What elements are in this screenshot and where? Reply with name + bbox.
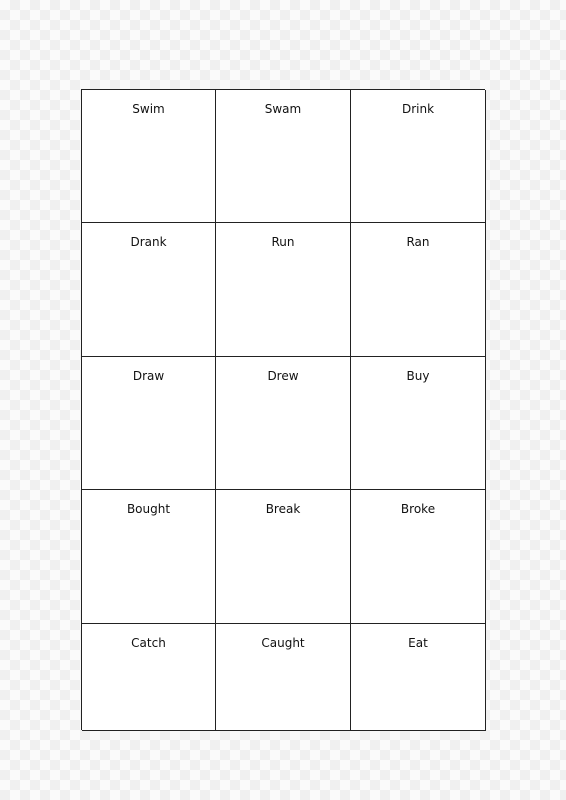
cell-label: Run [271,235,295,249]
grid-cell [351,90,486,223]
grid-cell [351,490,486,624]
cell-label: Catch [131,636,166,650]
grid-cell [351,223,486,357]
cell-label: Eat [408,636,428,650]
grid-cell [82,624,216,731]
cell-label: Break [265,502,301,516]
cell-label: Swam [264,102,302,116]
grid-cell [216,624,351,731]
grid-cell [82,490,216,624]
cell-label: Caught [261,636,305,650]
cell-label: Buy [406,369,430,383]
grid-cell [351,624,486,731]
word-grid [81,89,485,730]
cell-label: Ran [406,235,430,249]
grid-cell [82,357,216,490]
grid-cell [216,90,351,223]
cell-label: Drew [267,369,299,383]
grid-cell [351,357,486,490]
cell-label: Drank [130,235,167,249]
grid-cell [216,490,351,624]
cell-label: Broke [400,502,436,516]
cell-label: Bought [126,502,171,516]
grid-cell [82,90,216,223]
grid-cell [82,223,216,357]
cell-label: Swim [132,102,165,116]
grid-cell [216,357,351,490]
cell-label: Drink [401,102,435,116]
grid-cell [216,223,351,357]
cell-label: Draw [132,369,165,383]
